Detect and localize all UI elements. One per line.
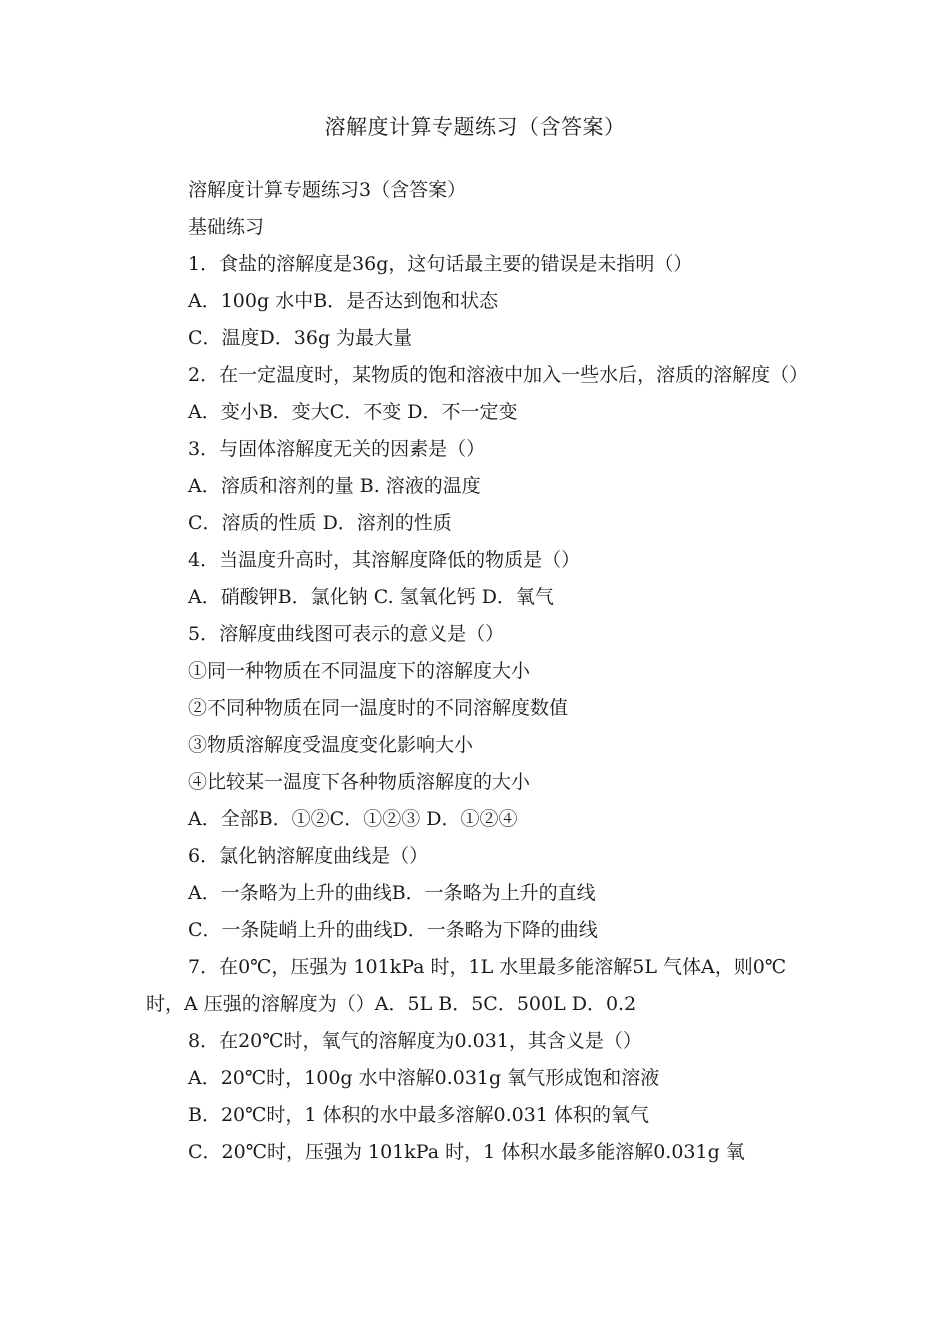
question-6-options-ab: A．一条略为上升的曲线B．一条略为上升的直线 — [188, 882, 596, 904]
question-1: 1．食盐的溶解度是36g，这句话最主要的错误是未指明（） — [188, 253, 693, 275]
question-4: 4．当温度升高时，其溶解度降低的物质是（） — [188, 549, 581, 571]
document-title: 溶解度计算专题练习（含答案） — [324, 115, 626, 139]
question-5-item-2: ②不同种物质在同一温度时的不同溶解度数值 — [188, 697, 569, 719]
question-7: 7．在0℃，压强为 101kPa 时，1L 水里最多能溶解5L 气体A，则0℃时，A 压强的溶解度为（）A．5L B．5C．500L D．0.2 — [146, 956, 787, 1015]
question-8-option-a: A．20℃时，100g 水中溶解0.031g 氧气形成饱和溶液 — [188, 1067, 660, 1089]
question-8-option-c: C．20℃时，压强为 101kPa 时，1 体积水最多能溶解0.031g 氧 — [188, 1141, 745, 1163]
question-3-options-cd: C．溶质的性质 D．溶剂的性质 — [188, 512, 452, 534]
paragraph-subtitle: 溶解度计算专题练习3（含答案） — [188, 179, 467, 201]
question-1-options-cd: C．温度D．36g 为最大量 — [188, 327, 413, 349]
question-8-option-b: B．20℃时，1 体积的水中最多溶解0.031 体积的氧气 — [188, 1104, 649, 1126]
question-5-item-4: ④比较某一温度下各种物质溶解度的大小 — [188, 771, 531, 793]
question-4-options: A．硝酸钾B．氯化钠 C. 氢氧化钙 D．氧气 — [188, 586, 554, 608]
question-2: 2．在一定温度时，某物质的饱和溶液中加入一些水后，溶质的溶解度（） — [188, 364, 809, 386]
document-body — [146, 172, 816, 1171]
question-8: 8．在20℃时，氧气的溶解度为0.031，其含义是（） — [188, 1030, 642, 1052]
question-1-options-ab: A．100g 水中B．是否达到饱和状态 — [188, 290, 499, 312]
question-6: 6．氯化钠溶解度曲线是（） — [188, 845, 429, 867]
question-3: 3．与固体溶解度无关的因素是（） — [188, 438, 486, 460]
question-3-options-ab: A．溶质和溶剂的量 B. 溶液的温度 — [188, 475, 481, 497]
question-2-options: A．变小B．变大C．不变 D．不一定变 — [188, 401, 518, 423]
question-5-item-1: ①同一种物质在不同温度下的溶解度大小 — [188, 660, 531, 682]
question-5-options: A．全部B．①②C．①②③ D．①②④ — [188, 808, 518, 830]
question-6-options-cd: C．一条陡峭上升的曲线D．一条略为下降的曲线 — [188, 919, 598, 941]
question-5: 5．溶解度曲线图可表示的意义是（） — [188, 623, 505, 645]
paragraph-section-heading: 基础练习 — [188, 216, 265, 238]
question-5-item-3: ③物质溶解度受温度变化影响大小 — [188, 734, 474, 756]
